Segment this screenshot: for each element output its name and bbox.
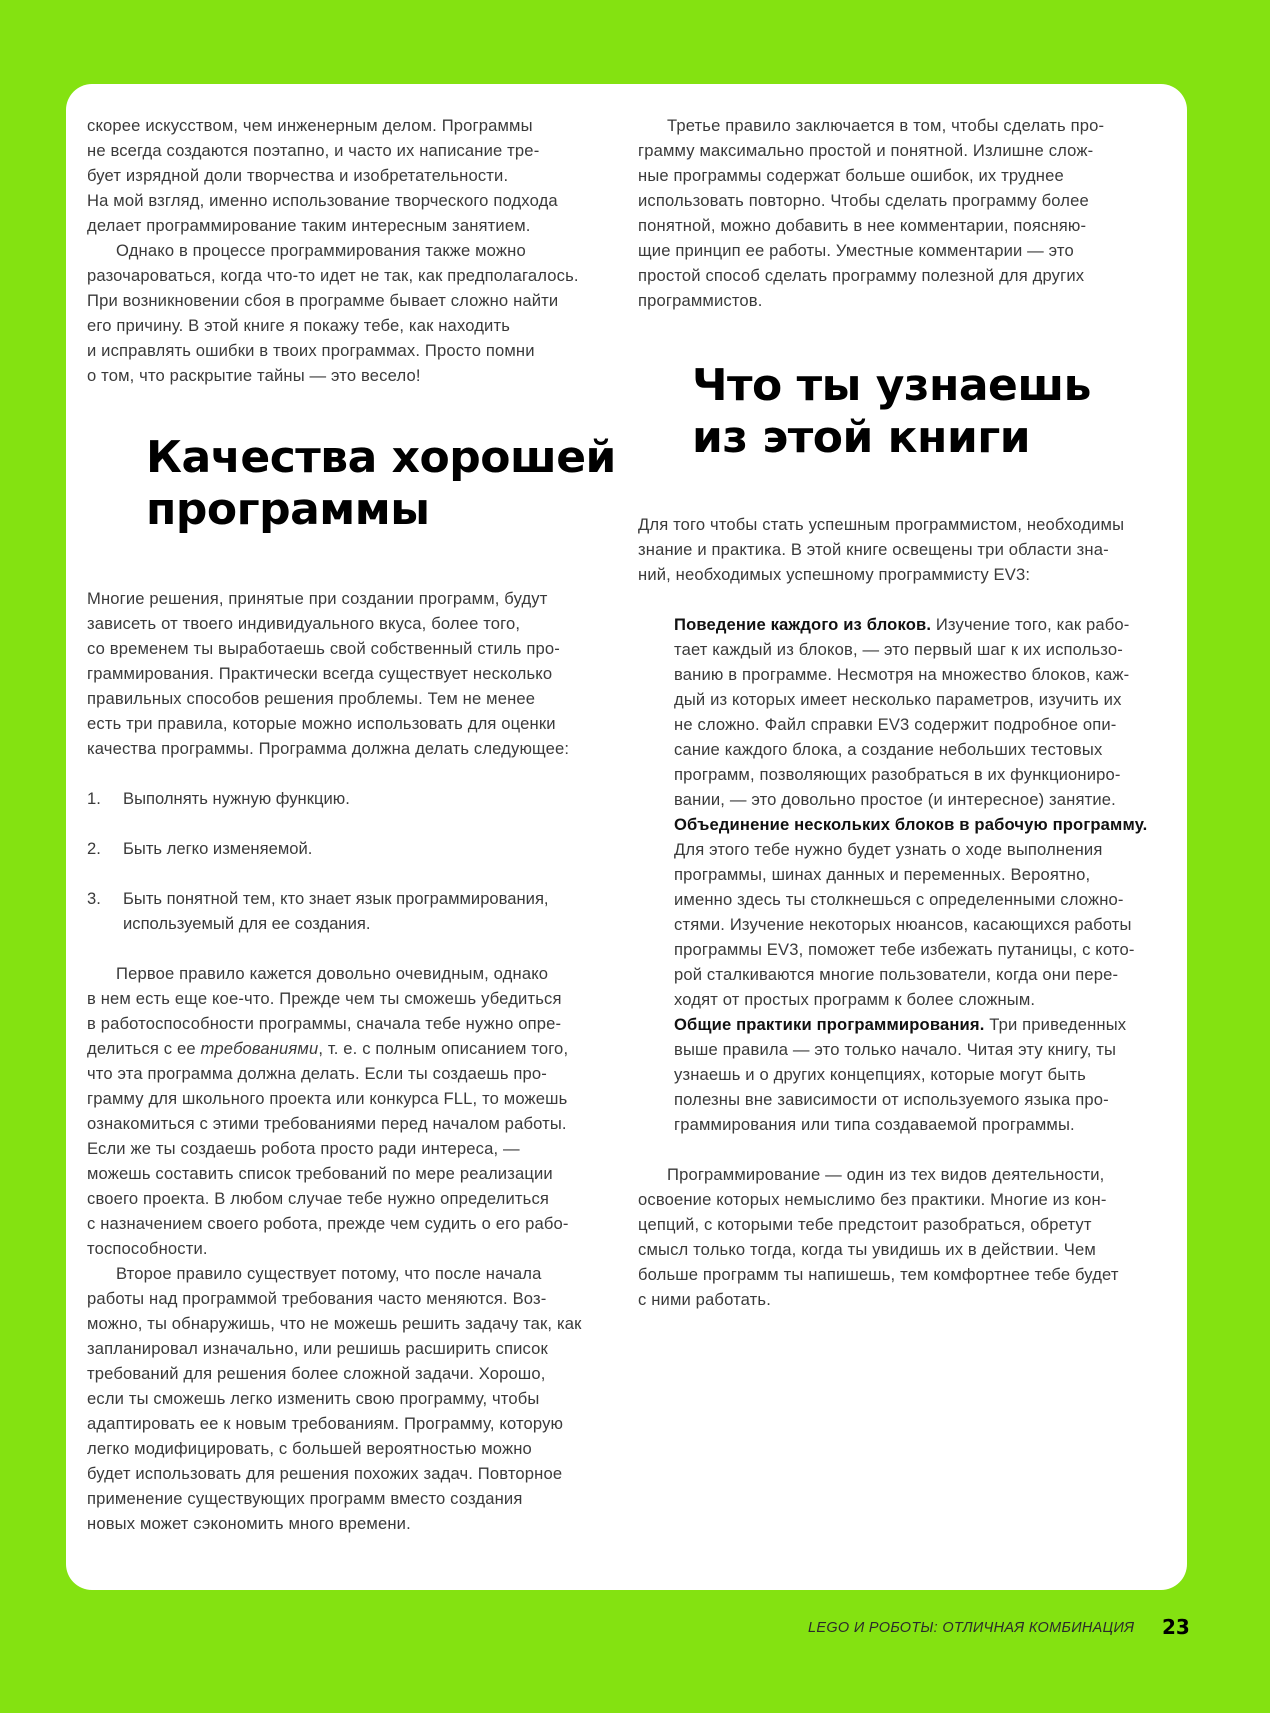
- text-line: грамму максимально простой и понятной. Излишне слож-: [638, 141, 1094, 160]
- text-line: рой сталкиваются многие пользователи, когда они пере-: [674, 965, 1119, 984]
- text-line: тает каждый из блоков, — это первый шаг к их использо-: [674, 640, 1123, 659]
- text-line: Третье правило заключается в том, чтобы сделать про-: [667, 116, 1105, 135]
- text-line: в работоспособности программы, сначала тебе нужно опре-: [87, 1014, 562, 1033]
- text-line: требований для решения более сложной задачи. Хорошо,: [87, 1364, 546, 1383]
- topic-title-combining-blocks: Объединение нескольких блоков в рабочую программу.: [674, 815, 1148, 834]
- text-line: Для этого тебе нужно будет узнать о ходе выполнения: [674, 840, 1103, 859]
- text-line: больше программ ты напишешь, тем комфортнее тебе будет: [638, 1265, 1119, 1284]
- text-line: дый из которых имеет несколько параметров, изучить их: [674, 690, 1122, 709]
- text-line: ознакомиться с этими требованиями перед началом работы.: [87, 1114, 567, 1133]
- list-text: Выполнять нужную функцию.: [123, 789, 350, 808]
- running-footer-title: LEGO И РОБОТЫ: ОТЛИЧНАЯ КОМБИНАЦИЯ: [808, 1620, 1135, 1636]
- text-line: программы EV3, поможет тебе избежать путаницы, с кото-: [674, 940, 1135, 959]
- text-line: сание каждого блока, а создание небольших тестовых: [674, 740, 1103, 759]
- text-line: тоспособности.: [87, 1239, 208, 1258]
- text-line: легко модифицировать, с большей вероятностью можно: [87, 1439, 532, 1458]
- intro-paragraph-1: [87, 113, 558, 238]
- text-fragment: , т. е. с полным описанием того,: [318, 1039, 569, 1058]
- text-line: При возникновении сбоя в программе бывает сложно найти: [87, 291, 559, 310]
- text-line: разочароваться, когда что-то идет не так, как предполагалось.: [87, 266, 579, 285]
- text-line: щие принцип ее работы. Уместные комментарии — это: [638, 241, 1074, 260]
- text-fragment: делиться с ее: [87, 1039, 201, 1058]
- text-line: знание и практика. В этой книге освещены три области зна-: [638, 540, 1109, 559]
- text-line: использовать повторно. Чтобы сделать программу более: [638, 191, 1089, 210]
- intro-paragraph-2: [87, 238, 579, 388]
- text-line: бует изрядной доли творчества и изобретательности.: [87, 166, 509, 185]
- text-line: правильных способов решения проблемы. Тем не менее: [87, 689, 536, 708]
- list-text: используемый для ее создания.: [123, 914, 371, 933]
- text-line: граммирования. Практически всегда существует несколько: [87, 664, 553, 683]
- text-line: будет использовать для решения похожих задач. Повторное: [87, 1464, 563, 1483]
- list-number: 1.: [87, 789, 101, 808]
- text-line: есть три правила, которые можно использовать для оценки: [87, 714, 556, 733]
- text-line: Если же ты создаешь робота просто ради интереса, —: [87, 1139, 520, 1158]
- topic-title-line: [674, 1012, 1147, 1037]
- text-line: освоение которых немыслимо без практики. Многие из кон-: [638, 1190, 1107, 1209]
- text-line: можно, ты обнаружишь, что не можешь решить задачу так, как: [87, 1314, 582, 1333]
- text-line: скорее искусством, чем инженерным делом. Программы: [87, 116, 533, 135]
- topic-title-general-practices: Общие практики программирования.: [674, 1015, 985, 1034]
- text-line: Второе правило существует потому, что после начала: [116, 1264, 542, 1283]
- text-line: вании, — это довольно простое (и интересное) занятие.: [674, 790, 1116, 809]
- text-line: [87, 1036, 569, 1061]
- text-line: цепций, с которыми тебе предстоит разобраться, обретут: [638, 1215, 1092, 1234]
- text-line: с ними работать.: [638, 1290, 771, 1309]
- page-number: 23: [1162, 1615, 1190, 1639]
- text-line: делает программирование таким интересным занятием.: [87, 216, 531, 235]
- text-line: применение существующих программ вместо создания: [87, 1489, 523, 1508]
- text-line: можешь составить список требований по мере реализации: [87, 1164, 553, 1183]
- text-line: качества программы. Программа должна делать следующее:: [87, 739, 570, 758]
- topic-title-line: [674, 612, 1147, 637]
- text-line: запланировал изначально, или решишь расширить список: [87, 1339, 548, 1358]
- text-line: ные программы содержат больше ошибок, их труднее: [638, 166, 1064, 185]
- text-line: ванию в программе. Несмотря на множество блоков, каж-: [674, 665, 1130, 684]
- text-line: выше правила — это только начало. Читая эту книгу, ты: [674, 1040, 1117, 1059]
- text-line: На мой взгляд, именно использование творческого подхода: [87, 191, 558, 210]
- text-line: программы, шинах данных и переменных. Вероятно,: [674, 865, 1091, 884]
- emphasis-requirements: требованиями: [200, 1039, 319, 1058]
- text-line: зависеть от твоего индивидуального вкуса, более того,: [87, 614, 521, 633]
- text-line: Однако в процессе программирования также можно: [116, 241, 526, 260]
- text-line: со временем ты выработаешь свой собственный стиль про-: [87, 639, 560, 658]
- text-line: стями. Изучение некоторых нюансов, касающихся работы: [674, 915, 1132, 934]
- text-line: Первое правило кажется довольно очевидным, однако: [116, 964, 549, 983]
- heading-line: программы: [146, 484, 430, 535]
- text-line: в нем есть еще кое-что. Прежде чем ты сможешь убедиться: [87, 989, 562, 1008]
- text-line: смысл только тогда, когда ты увидишь их в действии. Чем: [638, 1240, 1096, 1259]
- text-line: его причину. В этой книге я покажу тебе, как находить: [87, 316, 511, 335]
- text-line: не сложно. Файл справки EV3 содержит подробное опи-: [674, 715, 1117, 734]
- text-fragment: Три приведенных: [984, 1015, 1127, 1034]
- topic-title-blocks: Поведение каждого из блоков.: [674, 615, 932, 634]
- list-number: 3.: [87, 889, 101, 908]
- text-line: именно здесь ты столкнешься с определенными сложно-: [674, 890, 1124, 909]
- section-heading-good-program-qualities: [146, 432, 616, 536]
- rule1-paragraph: [87, 961, 569, 1261]
- text-line: Программирование — один из тех видов деятельности,: [667, 1165, 1105, 1184]
- text-line: о том, что раскрытие тайны — это весело!: [87, 366, 421, 385]
- text-line: новых может сэкономить много времени.: [87, 1514, 411, 1533]
- text-line: Многие решения, принятые при создании программ, будут: [87, 589, 548, 608]
- text-line: и исправлять ошибки в твоих программах. Просто помни: [87, 341, 535, 360]
- text-line: ходят от простых программ к более сложным.: [674, 990, 1036, 1009]
- text-line: что эта программа должна делать. Если ты создаешь про-: [87, 1064, 547, 1083]
- list-number: 2.: [87, 839, 101, 858]
- text-fragment: Изучение того, как рабо-: [931, 615, 1130, 634]
- text-line: программистов.: [638, 291, 763, 310]
- text-line: простой способ сделать программу полезной для других: [638, 266, 1085, 285]
- text-line: с назначением своего робота, прежде чем судить о его рабо-: [87, 1214, 569, 1233]
- rule3-paragraph: [638, 113, 1104, 313]
- text-line: грамму для школьного проекта или конкурса FLL, то можешь: [87, 1089, 568, 1108]
- topic-title-line: [674, 812, 1147, 837]
- text-line: ний, необходимых успешному программисту EV3:: [638, 565, 1031, 584]
- text-line: программ, позволяющих разобраться в их функциониро-: [674, 765, 1121, 784]
- text-line: понятной, можно добавить в нее комментарии, поясняю-: [638, 216, 1087, 235]
- rule2-paragraph: [87, 1261, 582, 1536]
- section-heading-what-you-learn: [692, 360, 1091, 464]
- text-line: работы над программой требования часто меняются. Воз-: [87, 1289, 547, 1308]
- list-text: Быть понятной тем, кто знает язык программирования,: [123, 889, 549, 908]
- topics-list: [674, 612, 1147, 1137]
- text-line: если ты сможешь легко изменить свою программу, чтобы: [87, 1389, 540, 1408]
- closing-paragraph: [638, 1162, 1119, 1312]
- text-line: узнаешь и о других концепциях, которые могут быть: [674, 1065, 1086, 1084]
- text-line: не всегда создаются поэтапно, и часто их написание тре-: [87, 141, 540, 160]
- learn-intro-paragraph: [638, 512, 1124, 587]
- heading-line: из этой книги: [692, 412, 1031, 463]
- heading-line: Что ты узнаешь: [692, 360, 1091, 411]
- text-line: своего проекта. В любом случае тебе нужно определиться: [87, 1189, 550, 1208]
- text-line: адаптировать ее к новым требованиям. Программу, которую: [87, 1414, 564, 1433]
- text-line: граммирования или типа создаваемой программы.: [674, 1115, 1075, 1134]
- text-line: Для того чтобы стать успешным программистом, необходимы: [638, 515, 1125, 534]
- list-text: Быть легко изменяемой.: [123, 839, 313, 858]
- heading-line: Качества хорошей: [146, 432, 616, 483]
- qualities-intro-paragraph: [87, 586, 569, 761]
- text-line: полезны вне зависимости от используемого языка про-: [674, 1090, 1109, 1109]
